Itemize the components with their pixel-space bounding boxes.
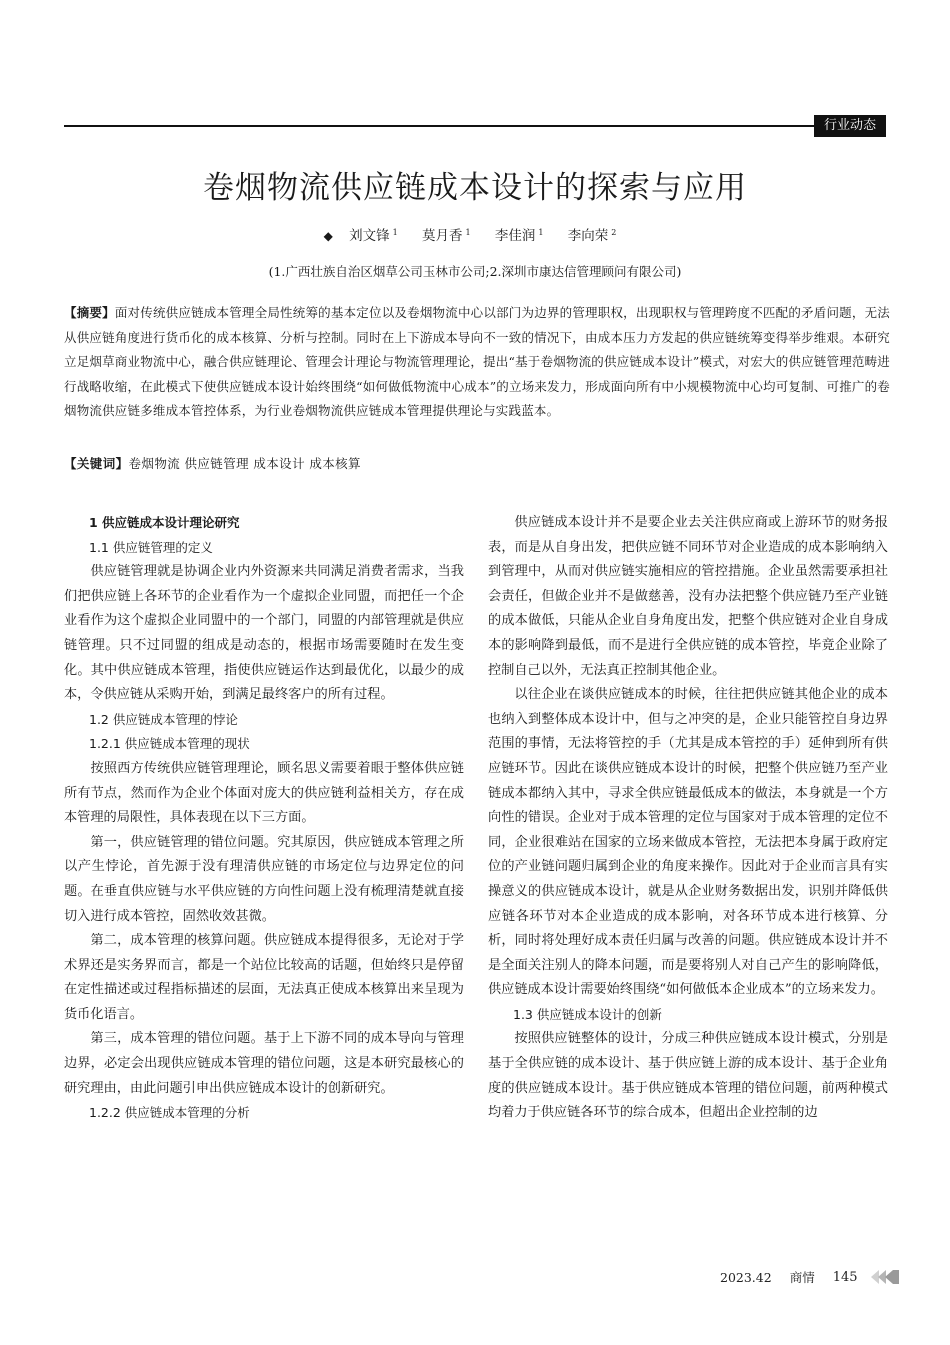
body-paragraph: 以往企业在谈供应链成本的时候，往往把供应链其他企业的成本也纳入到整体成本设计中，但与之冲突的是，企业只能管控自身边界范围的事情，无法将管控的手（尤其是成本管控的手）延伸到所有供应链环节。因此在谈供应链成本设计的时候，把整个供应链乃至产业链成本都纳入其中，寻求全供应链最低成本的做法，本身就是一个方向性的错误。企业对于成本管理的定位与国家对于成本管理的定位不同，企业很难站在国家的立场来做成本管控，无法把本身属于政府定位的产业链问题归属到企业的角度来操作。因此对于企业而言具有实操意义的供应链成本设计，就是从企业财务数据出发，识别并降低供应链各环节对本企业造成的成本影响，对各环节成本进行核算、分析，同时将处理好成本责任归属与改善的问题。供应链成本设计并不是全面关注别人的降本问题，而是要将别人对自己产生的影响降低，供应链成本设计需要始终围绕“如何做低本企业成本”的立场来发力。 bbox=[488, 687, 888, 998]
left-column bbox=[64, 511, 464, 1126]
right-column bbox=[488, 511, 888, 1126]
author-marker-icon: ◆ bbox=[323, 229, 333, 243]
author-list bbox=[64, 224, 886, 244]
subsection-heading: 1.2.2 供应链成本管理的分析 bbox=[89, 1105, 250, 1121]
subsection-heading: 1.3 供应链成本设计的创新 bbox=[513, 1006, 662, 1022]
body-paragraph: 第一，供应链管理的错位问题。究其原因，供应链成本管理之所以产生悖论，首先源于没有理清供应链的市场定位与边界定位的问题。在垂直供应链与水平供应链的方向性问题上没有梳理清楚就直接切入进行成本管控，固然收效甚微。 bbox=[64, 834, 464, 924]
page-footer bbox=[720, 1268, 900, 1286]
author: 莫月香 $^1$ bbox=[422, 227, 471, 244]
header-rule bbox=[64, 125, 886, 127]
author: 刘文锋 $^1$ bbox=[349, 227, 398, 244]
body-paragraph: 供应链成本设计并不是要企业去关注供应商或上游环节的财务报表，而是从自身出发，把供应链不同环节对企业造成的成本影响纳入到管理中，从而对供应链实施相应的管控措施。企业虽然需要承担社会责任，但做企业并不是做慈善，没有办法把整个供应链乃至产业链的成本做低，只能从企业自身角度出发，把整个供应链对企业自身成本的影响降到最低，而不是进行全供应链的成本管控，毕竟企业除了控制自己以外，无法真正控制其他企业。 bbox=[488, 515, 888, 678]
body-paragraph: 第二，成本管理的核算问题。供应链成本提得很多，无论对于学术界还是实务界而言，都是一个站位比较高的话题，但始终只是停留在定性描述或过程指标描述的层面，无法真正使成本核算出来呈现为货币化语言。 bbox=[64, 933, 464, 1022]
issue-number: 2023.42 bbox=[720, 1269, 772, 1285]
page-arrow-icon bbox=[870, 1269, 900, 1285]
body-paragraph: 第三，成本管理的错位问题。基于上下游不同的成本导向与管理边界，必定会出现供应链成本管理的错位问题，这是本研究最核心的研究理由，由此问题引申出供应链成本设计的创新研究。 bbox=[64, 1031, 464, 1096]
journal-name: 商情 bbox=[789, 1270, 815, 1285]
article-title: 卷烟物流供应链成本设计的探索与应用 bbox=[203, 170, 747, 206]
subsection-heading: 1.2.1 供应链成本管理的现状 bbox=[89, 736, 250, 752]
section-heading: 1 供应链成本设计理论研究 bbox=[89, 515, 240, 530]
keywords-label: 【关键词】 bbox=[64, 456, 129, 471]
keywords-text: 卷烟物流 供应链管理 成本设计 成本核算 bbox=[128, 456, 361, 471]
abstract-text: 面对传统供应链成本管理全局性统筹的基本定位以及卷烟物流中心以部门为边界的管理职权，出现职权与管理跨度不匹配的矛盾问题，无法从供应链角度进行货币化的成本核算、分析与控制。同时在上下游成本导向不一致的情况下，由成本压力方发起的供应链统筹变得举步维艰。本研究立足烟草商业物流中心，融合供应链理论、管理会计理论与物流管理理论，提出“基于卷烟物流的供应链成本设计”模式，对宏大的供应链管理范畴进行战略收缩，在此模式下使供应链成本设计始终围绕“如何做低物流中心成本”的立场来发力，形成面向所有中小规模物流中心均可复制、可推广的卷烟物流供应链多维成本管控体系，为行业卷烟物流供应链成本管理提供理论与实践蓝本。 bbox=[64, 305, 891, 419]
page-number: 145 bbox=[832, 1269, 858, 1285]
body-paragraph: 供应链管理就是协调企业内外资源来共同满足消费者需求，当我们把供应链上各环节的企业看作为一个虚拟企业同盟，而把任一个企业看作为这个虚拟企业同盟中的一个部门，同盟的内部管理就是供应链管理。只不过同盟的组成是动态的，根据市场需要随时在发生变化。其中供应链成本管理，指使供应链运作达到最优化，以最少的成本，令供应链从采购开始，到满足最终客户的所有过程。 bbox=[64, 564, 464, 703]
body-paragraph: 按照西方传统供应链管理理论，顾名思义需要着眼于整体供应链所有节点，然而作为企业个体面对庞大的供应链利益相关方，存在成本管理的局限性，具体表现在以下三方面。 bbox=[64, 760, 464, 826]
keywords bbox=[64, 452, 890, 476]
subsection-heading: 1.2 供应链成本管理的悖论 bbox=[89, 711, 238, 727]
abstract bbox=[64, 301, 890, 424]
subsection-heading: 1.1 供应链管理的定义 bbox=[89, 539, 213, 555]
affiliations: (1.广西壮族自治区烟草公司玉林市公司;2.深圳市康达信管理顾问有限公司) bbox=[268, 264, 682, 279]
author: 李佳润 $^1$ bbox=[494, 227, 544, 244]
body-paragraph: 按照供应链整体的设计，分成三种供应链成本设计模式，分别是基于全供应链的成本设计、基于供应链上游的成本设计、基于企业角度的供应链成本设计。基于供应链成本管理的错位问题，前两种模式均着力于供应链各环节的综合成本，但超出企业控制的边 bbox=[488, 1031, 888, 1121]
section-tag: 行业动态 bbox=[814, 115, 886, 137]
author: 李向荣 $^2$ bbox=[567, 227, 617, 244]
abstract-label: 【摘要】 bbox=[64, 305, 115, 320]
